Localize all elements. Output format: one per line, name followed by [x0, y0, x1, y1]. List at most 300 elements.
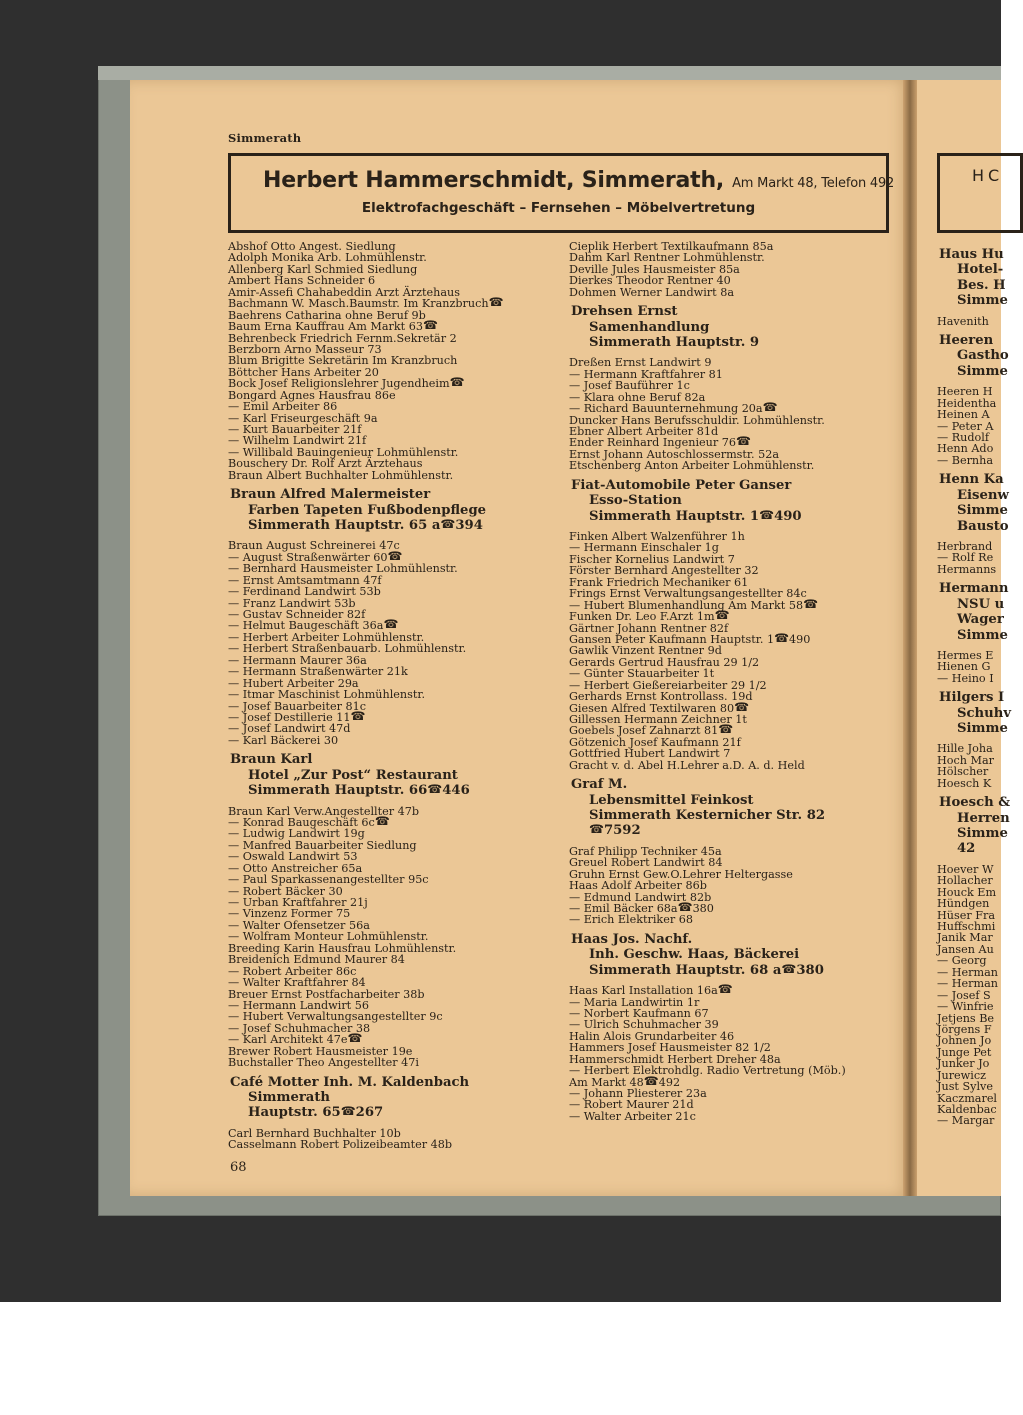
directory-entry [228, 735, 558, 746]
directory-entry-text: — Winfrie [937, 1000, 994, 1014]
business-listing-text: Braun Alfred Malermeister [230, 487, 431, 503]
directory-entry-text: — Josef Bauarbeiter 81c [228, 699, 367, 713]
directory-entry [937, 1115, 1001, 1126]
directory-entry-text: — Bernhard Hausmeister Lohmühlenstr. [228, 562, 458, 576]
directory-entry-text: Johnen Jo [937, 1034, 992, 1048]
business-listing-text: Bausto [957, 518, 1009, 534]
business-listing-text: Hermann [939, 581, 1009, 597]
directory-entry-text: — Willibald Bauingenieur Lohmühlenstr. [228, 445, 459, 459]
business-listing-text: Simmerath Hauptstr. 65 a [248, 518, 441, 533]
business-listing [230, 1075, 558, 1121]
business-listing-line [230, 783, 558, 798]
directory-entry-text: Abshof Otto Angest. Siedlung [228, 240, 396, 253]
directory-entry-text: Henn Ado [937, 442, 994, 456]
directory-entry-text: — Josef S [937, 988, 991, 1002]
business-listing-line [939, 277, 1006, 293]
directory-entry-text: Ernst Johann Autoschlossermstr. 52a [569, 447, 780, 461]
directory-entry-text: — Günter Stauarbeiter 1t [569, 667, 715, 681]
directory-entry-text: Breidenich Edmund Maurer 84 [228, 953, 405, 967]
business-listing-text: Esso-Station [589, 493, 682, 509]
telephone-icon: ☎ [488, 295, 504, 310]
telephone-icon: ☎ [449, 375, 465, 390]
business-listing-text: Hotel- [957, 262, 1004, 278]
business-listing [939, 795, 1011, 857]
business-listing-text: Haas Jos. Nachf. [571, 931, 693, 947]
business-listing [571, 478, 899, 524]
business-listing-text: Hoesch & [939, 795, 1011, 811]
phone-number: 7592 [603, 823, 641, 839]
telephone-icon: ☎ [347, 1031, 363, 1046]
directory-entry-text: Haas Karl Installation 16a [569, 984, 718, 998]
business-listing-text: Schuhv [957, 705, 1011, 721]
directory-entry-text: Gottfried Hubert Landwirt 7 [569, 747, 731, 761]
business-listing-text: Simmerath Hauptstr. 68 a [589, 962, 782, 978]
business-listing-line [571, 808, 899, 823]
directory-entry-text: — Johann Pliesterer 23a [569, 1087, 707, 1101]
directory-entry-text: Heidentha [937, 396, 997, 410]
directory-entry-text: — Hubert Blumenhandlung Am Markt 58 [569, 598, 804, 612]
directory-entry-text: — Gustav Schneider 82f [228, 608, 366, 622]
directory-entry-text: Heinen A [937, 408, 990, 422]
business-listing-text: Braun Karl [230, 752, 313, 768]
directory-entry-text: — Robert Arbeiter 86c [228, 964, 357, 978]
business-listing-text: Bes. H [957, 277, 1006, 293]
directory-entry-text: — Herman [937, 965, 998, 979]
directory-column-middle [569, 241, 899, 1122]
directory-entry-text: Baum Erna Kauffrau Am Markt 63 [228, 320, 423, 334]
business-listing-line [230, 503, 558, 518]
directory-entry-text: Dahm Karl Rentner Lohmühlenstr. [569, 251, 765, 265]
directory-entry-text: — Manfred Bauarbeiter Siedlung [228, 838, 417, 852]
directory-entry-text: Havenith [937, 314, 989, 328]
directory-column-right-cut [937, 241, 1011, 1128]
directory-entry-text: Dohmen Werner Landwirt 8a [569, 285, 734, 299]
directory-entry-text: Hermes E [937, 648, 994, 662]
business-listing-text: Lebensmittel Feinkost [589, 792, 754, 808]
directory-entry [937, 564, 1001, 575]
business-listing-text: NSU u [957, 596, 1005, 612]
business-listing-text: Henn Ka [939, 472, 1004, 488]
directory-entry-text: Förster Bernhard Angestellter 32 [569, 564, 759, 578]
telephone-icon: ☎ [422, 318, 438, 333]
directory-entry-text: — Rudolf [937, 431, 989, 445]
business-listing-text: Simme [957, 826, 1008, 841]
directory-entry [569, 760, 899, 771]
directory-entry-text: — Walter Arbeiter 21c [569, 1109, 696, 1123]
directory-entry-text: — Robert Bäcker 30 [228, 884, 343, 898]
telephone-icon: ☎ [374, 813, 390, 828]
business-listing [571, 777, 899, 839]
directory-entry [569, 1111, 899, 1122]
directory-entry-text: — Hermann Maurer 36a [228, 653, 367, 667]
business-listing-text: Drehsen Ernst [571, 304, 678, 320]
business-listing-line [939, 705, 1011, 721]
directory-entry-text: — Josef Bauführer 1c [569, 379, 690, 393]
directory-entry-text: Janik Mar [937, 931, 993, 945]
directory-entry-text: — Vinzenz Former 75 [228, 907, 351, 921]
phone-number: 446 [442, 783, 470, 799]
business-listing-text: Simmerath Hauptstr. 9 [589, 335, 760, 350]
ad-headline [263, 168, 894, 193]
business-listing [939, 247, 1008, 309]
directory-entry-text: — Bernha [937, 453, 994, 467]
business-listing-line [230, 752, 558, 767]
directory-entry-text: Graf Philipp Techniker 45a [569, 844, 722, 858]
directory-entry-text: — Karl Friseurgeschäft 9a [228, 411, 378, 425]
directory-entry-text: — Helmut Baugeschäft 36a [228, 619, 384, 633]
business-listing-text: Simme [957, 503, 1008, 519]
directory-entry-text: Blum Brigitte Sekretärin Im Kranzbruch [228, 354, 458, 368]
directory-entry-text: — Paul Sparkassenangestellter 95c [228, 873, 429, 887]
directory-entry-text: Breuer Ernst Postfacharbeiter 38b [228, 987, 425, 1001]
directory-entry-text: Hammerschmidt Herbert Dreher 48a [569, 1052, 781, 1066]
ad-name: Herbert Hammerschmidt, Simmerath, [263, 168, 725, 193]
telephone-icon: ☎ [427, 782, 443, 797]
directory-entry-text: — Hermann Einschaler 1g [569, 541, 719, 555]
business-listing-text: 42 [957, 841, 976, 857]
directory-entry-text: Heeren H [937, 385, 993, 399]
directory-entry-text: — Emil Bäcker 68a [569, 902, 678, 915]
business-listing [230, 487, 558, 533]
directory-entry-text: Carl Bernhard Buchhalter 10b [228, 1126, 401, 1140]
telephone-icon: ☎ [735, 434, 751, 449]
directory-entry-text: Etschenberg Anton Arbeiter Lohmühlenstr. [569, 459, 815, 473]
directory-entry-text: Hüser Fra [937, 908, 996, 922]
directory-entry-text: — Hermann Landwirt 56 [228, 998, 369, 1012]
directory-entry-text: — Georg [937, 954, 987, 968]
business-listing-text: Fiat-Automobile Peter Ganser [571, 477, 792, 493]
business-listing-text: Simme [957, 721, 1008, 737]
phone-number: 394 [455, 518, 483, 533]
directory-entry-text: Hermanns [937, 562, 997, 576]
directory-entry-text: — Ferdinand Landwirt 53b [228, 585, 381, 599]
business-listing-line [571, 304, 899, 319]
directory-entry-text: Greuel Robert Landwirt 84 [569, 856, 723, 870]
directory-entry-text: Frings Ernst Verwaltungsangestellter 84c [569, 587, 807, 601]
business-listing-line [939, 627, 1008, 643]
business-listing-line [939, 293, 1008, 309]
business-listing-text: Simmerath Hauptstr. 1 [589, 508, 760, 524]
directory-entry-text: — Karl Architekt 47e [228, 1033, 348, 1047]
directory-entry-text: Am Markt 48 [569, 1075, 644, 1089]
directory-entry-text: — Josef Landwirt 47d [228, 722, 351, 736]
business-listing-text: Inh. Geschw. Haas, Bäckerei [589, 947, 800, 963]
business-listing [939, 333, 1009, 379]
directory-entry-text: Hölscher [937, 765, 989, 779]
business-listing [230, 752, 558, 798]
directory-entry-text: Hienen G [937, 660, 991, 674]
directory-entry-text: Goebels Josef Zahnarzt 81 [569, 724, 719, 738]
directory-entry-text: Haas Adolf Arbeiter 86b [569, 879, 707, 893]
directory-entry-text: Braun August Schreinerei 47c [228, 539, 400, 553]
directory-entry-text: Amir-Assefi Chahabeddin Arzt Ärztehaus [228, 285, 460, 299]
directory-entry-text: Just Sylve [937, 1080, 993, 1094]
business-listing-text: Haus Hu [939, 247, 1004, 262]
phone-number: 492 [658, 1075, 681, 1089]
business-listing-text: Gastho [957, 348, 1009, 364]
directory-entry-text: Hollacher [937, 874, 993, 888]
directory-entry-text: Jansen Au [937, 942, 994, 956]
directory-entry-text: Gillessen Hermann Zeichner 1t [569, 713, 747, 726]
directory-entry-text: — Edmund Landwirt 82b [569, 890, 712, 904]
business-listing [939, 581, 1009, 643]
business-listing-line [939, 333, 1001, 348]
business-listing-text: Wager [957, 612, 1004, 628]
business-listing-line [571, 320, 899, 335]
directory-entry-text: Ebner Albert Arbeiter 81d [569, 425, 719, 439]
business-listing-text: Heeren [939, 333, 994, 349]
business-listing-text: Hauptstr. 65 [248, 1105, 341, 1121]
directory-entry-text: Junker Jo [937, 1057, 990, 1071]
directory-entry-text: Bachmann W. Masch.Baumstr. Im Kranzbruch [228, 297, 489, 311]
business-listing-text: Hilgers I [939, 690, 1005, 706]
directory-entry-text: Breeding Karin Hausfrau Lohmühlenstr. [228, 941, 457, 955]
business-listing-line [571, 493, 899, 508]
directory-entry-text: — Norbert Kaufmann 67 [569, 1006, 709, 1020]
directory-entry [937, 673, 1001, 684]
directory-entry-text: — Herbert Gießereiarbeiter 29 1/2 [569, 678, 767, 692]
directory-entry [937, 316, 1001, 327]
telephone-icon: ☎ [762, 400, 778, 415]
business-listing [571, 304, 899, 350]
telephone-icon: ☎ [717, 982, 733, 997]
directory-entry-text: Hoever W [937, 862, 994, 876]
directory-entry [228, 1057, 558, 1068]
directory-entry-text: — Urban Kraftfahrer 21j [228, 896, 368, 909]
telephone-icon: ☎ [589, 822, 604, 837]
directory-entry-text: — Otto Anstreicher 65a [228, 861, 363, 875]
directory-entry-text: Gerards Gertrud Hausfrau 29 1/2 [569, 655, 760, 669]
telephone-icon: ☎ [759, 507, 775, 522]
business-listing-line [939, 826, 1008, 841]
directory-entry-text: — Hermann Kraftfahrer 81 [569, 367, 723, 381]
directory-entry-text: — Richard Bauunternehmung 20a [569, 402, 763, 416]
business-listing [571, 932, 899, 978]
directory-entry-text: Gerhards Ernst Kontrollass. 19d [569, 690, 753, 704]
directory-entry [569, 287, 899, 298]
directory-entry [937, 455, 1001, 466]
business-listing-line [571, 947, 899, 962]
directory-entry-text: — Herbert Arbeiter Lohmühlenstr. [228, 630, 425, 644]
business-listing-text: Simme [957, 293, 1008, 309]
telephone-icon: ☎ [383, 617, 399, 632]
directory-entry-text: Finken Albert Walzenführer 1h [569, 530, 745, 543]
directory-entry-text: Casselmann Robert Polizeibeamter 48b [228, 1138, 453, 1152]
directory-entry-text: — Herbert Elektrohdlg. Radio Vertretung (Möb.) [569, 1064, 846, 1078]
directory-entry-text: Jetjens Be [937, 1011, 995, 1025]
right-page-ad-box [937, 153, 1023, 233]
directory-entry-text: Dierkes Theodor Rentner 40 [569, 274, 731, 288]
directory-entry-text: — Karl Bäckerei 30 [228, 733, 339, 747]
business-listing-line [939, 596, 1005, 612]
directory-entry-text: — Kurt Bauarbeiter 21f [228, 423, 362, 436]
directory-entry-text: — Oswald Landwirt 53 [228, 850, 358, 864]
directory-entry-text: — Emil Arbeiter 86 [228, 400, 338, 414]
directory-entry-text: Dreßen Ernst Landwirt 9 [569, 356, 712, 370]
directory-entry-text: — August Straßenwärter 60 [228, 550, 388, 564]
directory-entry-text: — Peter A [937, 419, 994, 433]
directory-entry-text: Allenberg Karl Schmied Siedlung [228, 262, 418, 276]
telephone-icon: ☎ [677, 900, 693, 914]
directory-entry-text: — Josef Destillerie 11 [228, 710, 351, 724]
directory-entry-text: Gärtner Johann Rentner 82f [569, 621, 729, 635]
directory-entry-text: Junge Pet [937, 1045, 992, 1059]
phone-number: 380 [692, 902, 714, 915]
directory-entry-text: Hündgen [937, 897, 990, 911]
business-listing-line [939, 810, 1010, 826]
directory-entry-text: — Hermann Straßenwärter 21k [228, 665, 408, 679]
directory-entry [569, 460, 899, 471]
telephone-icon: ☎ [440, 517, 456, 531]
directory-entry-text: Funken Dr. Leo F.Arzt 1m [569, 610, 715, 624]
business-listing-line [939, 690, 1005, 706]
directory-entry-text: Kaczmarel [937, 1091, 998, 1105]
directory-entry-text: Houck Em [937, 885, 997, 899]
directory-entry-text: — Herbert Straßenbauarb. Lohmühlenstr. [228, 642, 467, 656]
cover-edge [98, 66, 1001, 80]
business-listing-text: Hotel „Zur Post“ Restaurant [248, 767, 458, 783]
directory-entry-text: Kaldenbac [937, 1103, 997, 1116]
telephone-icon: ☎ [714, 608, 730, 623]
directory-entry-text: Hille Joha [937, 742, 993, 756]
business-listing-text: Samenhandlung [589, 319, 710, 335]
directory-entry-text: — Ludwig Landwirt 19g [228, 827, 365, 841]
directory-entry-text: Gawlik Vinzent Rentner 9d [569, 644, 722, 658]
business-listing-line [939, 795, 1011, 811]
directory-entry-text: — Konrad Baugeschäft 6c [228, 815, 375, 829]
directory-entry-text: — Hubert Verwaltungsangestellter 9c [228, 1010, 443, 1024]
directory-entry-text: Hoch Mar [937, 753, 994, 767]
directory-entry-text: — Robert Maurer 21d [569, 1098, 694, 1112]
phone-number: 380 [796, 962, 824, 978]
business-listing-line [230, 1105, 558, 1120]
business-listing-line [939, 581, 1009, 597]
directory-entry-text: Fischer Kornelius Landwirt 7 [569, 552, 735, 566]
business-listing-text: Graf M. [571, 777, 628, 793]
directory-entry-text: Bouschery Dr. Rolf Arzt Ärztehaus [228, 457, 423, 471]
telephone-icon: ☎ [734, 699, 750, 714]
business-listing-line [230, 518, 558, 533]
directory-entry-text: — Franz Landwirt 53b [228, 596, 356, 610]
telephone-icon: ☎ [350, 708, 366, 723]
directory-entry-text: — Margar [937, 1114, 995, 1128]
directory-entry-text: Gansen Peter Kaufmann Hauptstr. 1 [569, 632, 775, 646]
directory-entry [569, 914, 899, 925]
business-listing-line [939, 721, 1008, 737]
directory-entry-text: — Wolfram Monteur Lohmühlenstr. [228, 930, 429, 944]
directory-entry-text: — Hubert Arbeiter 29a [228, 676, 359, 690]
directory-entry-text: Ender Reinhard Ingenieur 76 [569, 436, 736, 450]
directory-entry-text: Baehrens Catharina ohne Beruf 9b [228, 308, 426, 322]
directory-entry-text: Bock Josef Religionslehrer Jugendheim [228, 377, 450, 391]
business-listing-text: Simme [957, 363, 1008, 379]
directory-entry-text: Hammers Josef Hausmeister 82 1/2 [569, 1041, 771, 1055]
business-listing-text: Simmerath Hauptstr. 66 [248, 783, 428, 799]
directory-entry-text: Gruhn Ernst Gew.O.Lehrer Heltergasse [569, 867, 793, 881]
business-listing-line [230, 487, 558, 502]
business-listing-line [571, 777, 899, 792]
business-listing-line [230, 1075, 558, 1090]
business-listing-line [571, 793, 899, 808]
directory-entry-text: Braun Karl Verw.Angestellter 47b [228, 804, 420, 818]
business-listing-line [230, 768, 558, 783]
running-head: Simmerath [228, 131, 302, 145]
directory-entry-text: Braun Albert Buchhalter Lohmühlenstr. [228, 468, 454, 482]
directory-entry-text: — Walter Ofensetzer 56a [228, 918, 370, 932]
directory-entry-text: — Herman [937, 977, 998, 991]
book-gutter [903, 80, 917, 1196]
page-number: 68 [230, 1160, 247, 1175]
directory-entry-text: Herbrand [937, 539, 993, 553]
business-listing-line [571, 509, 899, 524]
business-listing-line [939, 247, 1004, 262]
business-listing-text: Simmerath Kesternicher Str. 82 [589, 808, 826, 823]
directory-entry-text: Götzenich Josef Kaufmann 21f [569, 735, 741, 749]
directory-entry-text: Berzborn Arno Masseur 73 [228, 342, 382, 356]
business-listing-line [571, 932, 899, 947]
business-listing-text: Simme [957, 627, 1008, 643]
directory-entry-text: Adolph Monika Arb. Lohmühlenstr. [228, 251, 427, 265]
ad-address: Am Markt 48, Telefon 492 [732, 176, 895, 191]
directory-entry-text: Behrenbeck Friedrich Fernm.Sekretär 2 [228, 331, 457, 345]
directory-entry-text: Bongard Agnes Hausfrau 86e [228, 388, 396, 402]
business-listing-line [939, 472, 1004, 488]
directory-entry [228, 1139, 558, 1150]
directory-entry-text: Jörgens F [937, 1022, 992, 1036]
directory-entry-text: Gracht v. d. Abel H.Lehrer a.D. A. d. Held [569, 758, 805, 772]
directory-entry-text: — Klara ohne Beruf 82a [569, 390, 706, 404]
directory-entry [228, 470, 558, 481]
business-listing-line [939, 348, 1009, 364]
business-listing-line [571, 478, 899, 493]
business-listing-line [939, 487, 1009, 503]
business-listing-text: Farben Tapeten Fußbodenpflege [248, 502, 487, 518]
directory-entry-text: — Maria Landwirtin 1r [569, 995, 700, 1009]
business-listing-text: Café Motter Inh. M. Kaldenbach [230, 1074, 470, 1090]
business-listing-line [571, 963, 899, 978]
directory-entry-text: — Walter Kraftfahrer 84 [228, 976, 366, 990]
directory-entry-text: — Ulrich Schuhmacher 39 [569, 1018, 719, 1032]
directory-entry-text: — Itmar Maschinist Lohmühlenstr. [228, 688, 426, 702]
directory-entry-text: Deville Jules Hausmeister 85a [569, 262, 740, 276]
telephone-icon: ☎ [643, 1073, 659, 1088]
directory-entry-text: Huffschmi [937, 920, 996, 933]
business-listing-line [939, 262, 1004, 278]
business-listing-text: Herren [957, 810, 1010, 826]
directory-entry-text: — Rolf Re [937, 551, 994, 565]
directory-entry [937, 778, 1001, 789]
directory-entry-text: Frank Friedrich Mechaniker 61 [569, 575, 749, 589]
directory-entry-text: Halin Alois Grundarbeiter 46 [569, 1029, 735, 1043]
phone-number: 490 [774, 508, 802, 524]
business-listing-text: Simmerath [248, 1089, 331, 1105]
telephone-icon: ☎ [340, 1104, 356, 1119]
ad-trades: Elektrofachgeschäft – Fernsehen – Möbelvertretung [361, 200, 756, 216]
business-listing [939, 690, 1011, 737]
directory-entry-text: — Heino I [937, 671, 994, 685]
directory-entry-text: Buchstaller Theo Angestellter 47i [228, 1056, 419, 1070]
directory-entry-text: Ambert Hans Schneider 6 [228, 274, 376, 288]
directory-entry-text: Giesen Alfred Textilwaren 80 [569, 701, 735, 715]
telephone-icon: ☎ [803, 596, 819, 611]
directory-entry-text: Duncker Hans Berufsschuldir. Lohmühlenstr. [569, 413, 825, 427]
directory-entry-text: — Wilhelm Landwirt 21f [228, 434, 367, 448]
directory-entry-text: Jurewicz [937, 1068, 986, 1082]
business-listing [939, 472, 1009, 534]
business-listing-line [571, 823, 899, 838]
directory-entry-text: Brewer Robert Hausmeister 19e [228, 1044, 413, 1058]
business-listing-line [230, 1090, 558, 1105]
